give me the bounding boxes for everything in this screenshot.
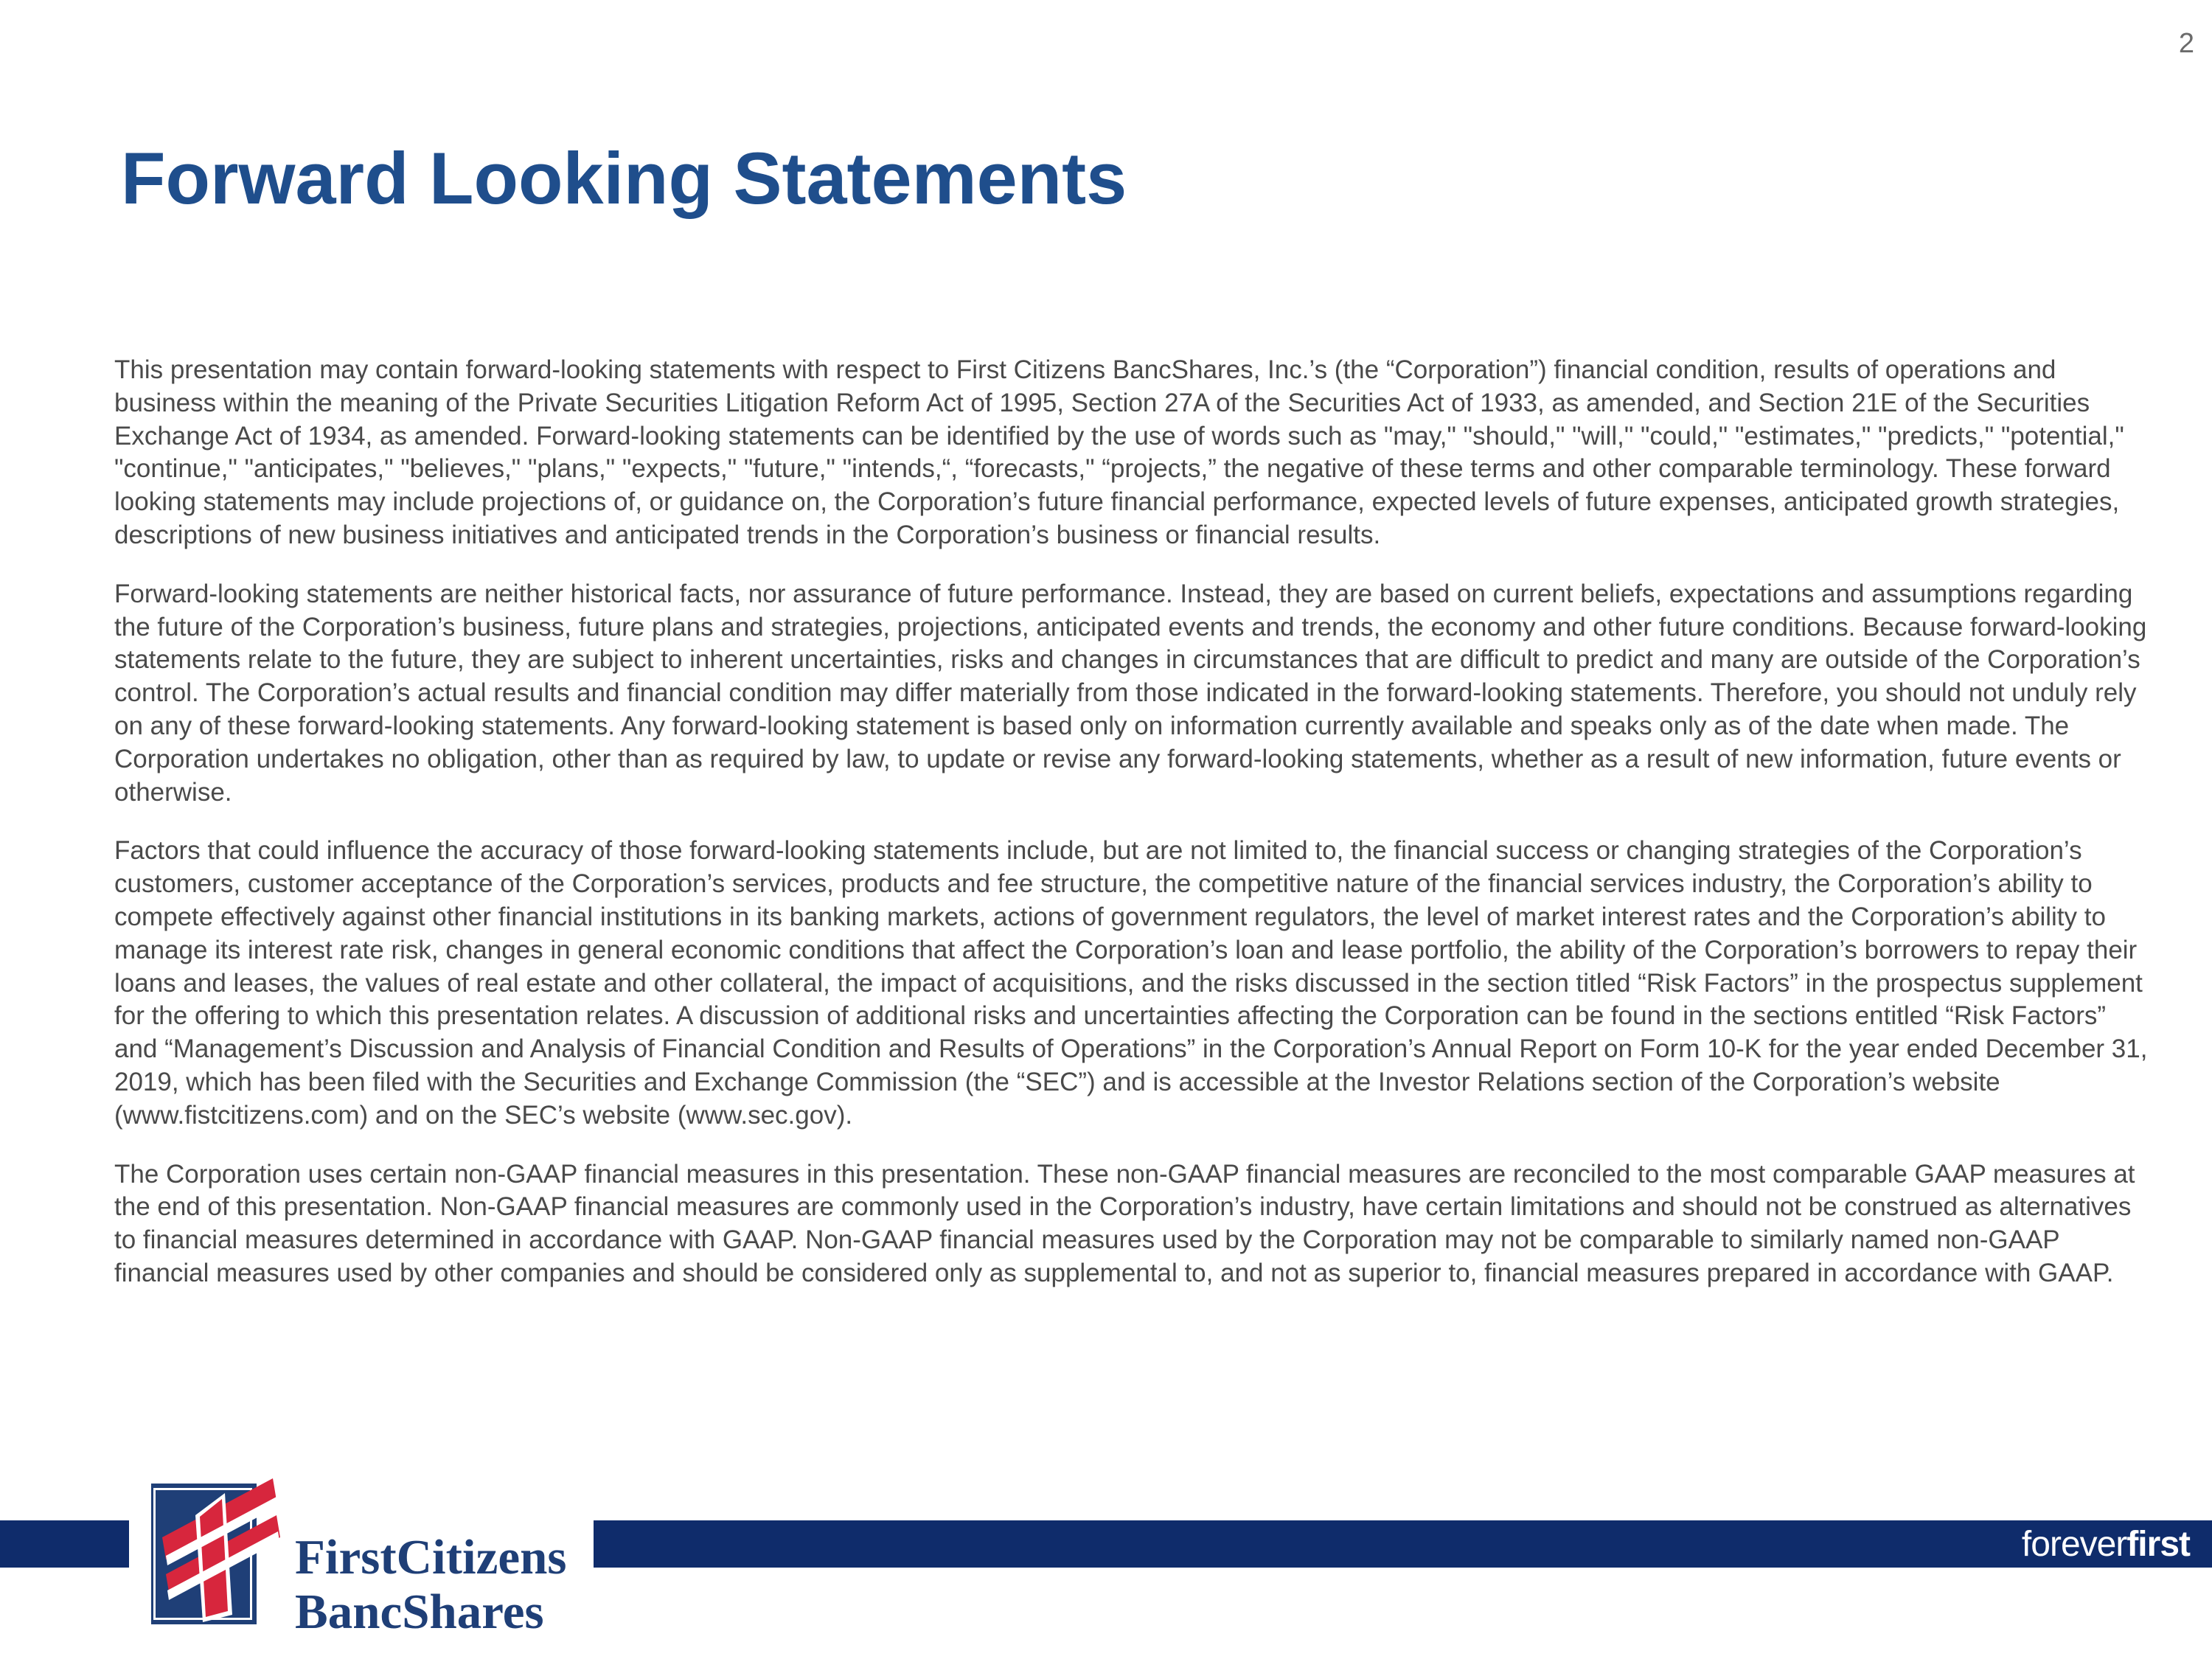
slide-title: Forward Looking Statements xyxy=(121,137,1127,219)
paragraph-influencing-factors: Factors that could influence the accuracy of those forward-looking statements include, but are not limited to, the financial success or changing strategies of the Corporation’s customers, customer acceptance of the Corporation’s services, products and fee structure, the competitive nature of the financial services industry, the Corporation’s ability to compete effectively against other financial institutions in its banking markets, actions of government regulators, the level of market interest rates and the Corporation’s ability to manage its interest rate risk, changes in general economic conditions that affect the Corporation’s loan and lease portfolio, the ability of the Corporation’s borrowers to repay their loans and leases, the values of real estate and other collateral, the impact of acquisitions, and the risks discussed in the section titled “Risk Factors” in the prospectus supplement for the offering to which this presentation relates. A discussion of additional risks and uncertainties affecting the Corporation can be found in the sections entitled “Risk Factors” and “Management’s Discussion and Analysis of Financial Condition and Results of Operations” in the Corporation’s Annual Report on Form 10-K for the year ended December 31, 2019, which has been filed with the Securities and Exchange Commission (the “SEC”) and is accessible at the Investor Relations section of the Corporation’s website (www.fistcitizens.com) and on the SEC’s website (www.sec.gov). xyxy=(114,836,2148,1130)
company-logo-text xyxy=(295,1530,566,1639)
footer-band-right xyxy=(594,1520,2212,1568)
footer-band-left xyxy=(0,1520,129,1568)
logo-line-firstcitizens: FirstCitizens xyxy=(295,1530,567,1585)
paragraph-not-historical-facts: Forward-looking statements are neither historical facts, nor assurance of future performance. Instead, they are based on current beliefs, expectations and assumptions regarding the future of the Corporation’s business, future plans and strategies, projections, anticipated events and trends, the economy and other future conditions. Because forward-looking statements relate to the future, they are subject to inherent uncertainties, risks and changes in circumstances that are difficult to predict and many are outside of the Corporation’s control. The Corporation’s actual results and financial condition may differ materially from those indicated in the forward-looking statements. Therefore, you should not unduly rely on any of these forward-looking statements. Any forward-looking statement is based only on information currently available and speaks only as of the date when made. The Corporation undertakes no obligation, other than as required by law, to update or revise any forward-looking statements, whether as a result of new information, future events or otherwise. xyxy=(114,579,2147,807)
paragraph-non-gaap: The Corporation uses certain non-GAAP financial measures in this presentation. These non-GAAP financial measures are reconciled to the most comparable GAAP measures at the end of this presentation. Non-GAAP financial measures are commonly used in the Corporation’s industry, have certain limitations and should not be construed as alternatives to financial measures determined in accordance with GAAP. Non-GAAP financial measures used by the Corporation may not be comparable to similarly named non-GAAP financial measures used by other companies and should be considered only as supplemental to, and not as superior to, financial measures prepared in accordance with GAAP. xyxy=(114,1159,2135,1287)
logo-line-bancshares: BancShares xyxy=(295,1585,544,1639)
page-number: 2 xyxy=(2178,28,2194,59)
paragraph-forward-looking-intro: This presentation may contain forward-looking statements with respect to First Citizens BancShares, Inc.’s (the “Corporation”) financial condition, results of operations and business within the meaning of the Private Securities Litigation Reform Act of 1995, Section 27A of the Securities Act of 1933, as amended, and Section 21E of the Securities Exchange Act of 1934, as amended. Forward-looking statements can be identified by the use of words such as "may," "should," "will," "could," "estimates," "predicts," "potential," "continue," "anticipates," "believes," "plans," "expects," "future," "intends,“, “forecasts," “projects,” the negative of these terms and other comparable terminology. These forward looking statements may include projections of, or guidance on, the Corporation’s future financial performance, expected levels of future expenses, anticipated growth strategies, descriptions of new business initiatives and anticipated trends in the Corporation’s business or financial results. xyxy=(114,355,2124,549)
tagline xyxy=(2022,1526,2190,1563)
tagline-first: first xyxy=(2126,1525,2190,1564)
tagline-forever: forever xyxy=(2021,1525,2127,1564)
disclaimer-body xyxy=(114,354,2149,1316)
first-citizens-logo-icon xyxy=(151,1464,284,1626)
